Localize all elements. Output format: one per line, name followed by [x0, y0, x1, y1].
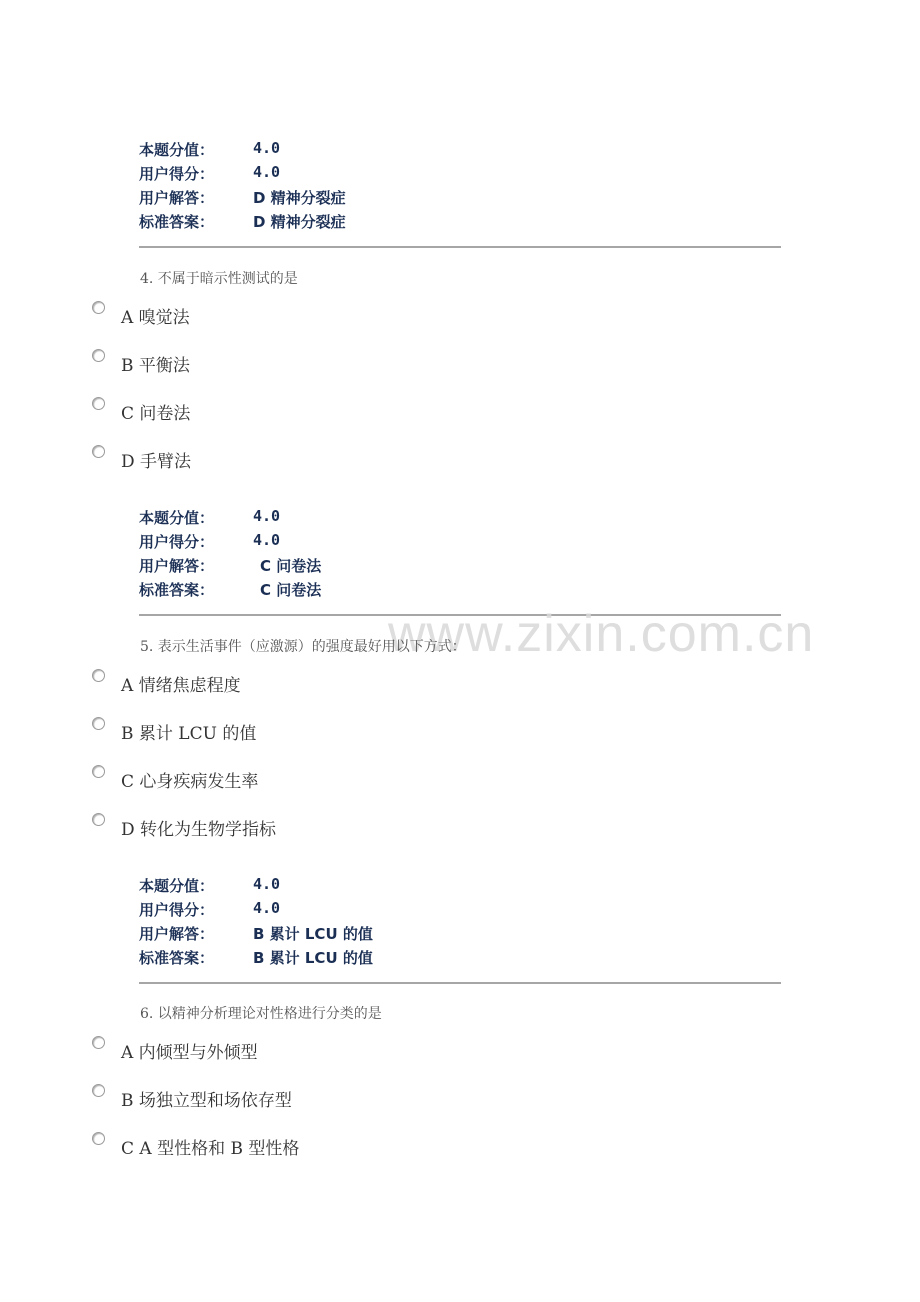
- option-q5-d[interactable]: D 转化为生物学指标: [121, 820, 277, 840]
- standard-answer-label: 标准答案：: [139, 213, 215, 231]
- standard-answer-label: 标准答案：: [139, 949, 215, 967]
- score-value: 4.0: [253, 507, 281, 525]
- radio-q6-b[interactable]: [92, 1084, 105, 1097]
- option-q5-a[interactable]: A 情绪焦虑程度: [121, 676, 241, 696]
- radio-q5-a[interactable]: [92, 669, 105, 682]
- radio-q4-b[interactable]: [92, 349, 105, 362]
- standard-answer-value: B 累计 LCU 的值: [253, 949, 373, 967]
- option-q6-a[interactable]: A 内倾型与外倾型: [121, 1043, 258, 1063]
- user-score-label: 用户得分：: [139, 901, 215, 919]
- standard-answer-value: D 精神分裂症: [253, 213, 346, 231]
- divider: [139, 982, 781, 984]
- standard-answer-label: 标准答案：: [139, 581, 215, 599]
- question-6-text: 6. 以精神分析理论对性格进行分类的是: [140, 1006, 382, 1022]
- score-value: 4.0: [253, 875, 281, 893]
- option-q4-d[interactable]: D 手臂法: [121, 452, 192, 472]
- option-q5-c[interactable]: C 心身疾病发生率: [121, 772, 259, 792]
- user-answer-value: B 累计 LCU 的值: [253, 925, 373, 943]
- radio-q4-c[interactable]: [92, 397, 105, 410]
- option-q4-a[interactable]: A 嗅觉法: [121, 308, 190, 328]
- user-answer-label: 用户解答：: [139, 557, 215, 575]
- score-label: 本题分值：: [139, 141, 215, 159]
- radio-q5-d[interactable]: [92, 813, 105, 826]
- question-5-text: 5. 表示生活事件（应激源）的强度最好用以下方式：: [140, 639, 466, 655]
- user-score-value: 4.0: [253, 163, 281, 181]
- watermark: www.zixin.com.cn: [388, 605, 815, 663]
- option-q4-b[interactable]: B 平衡法: [121, 356, 190, 376]
- radio-q5-b[interactable]: [92, 717, 105, 730]
- user-answer-label: 用户解答：: [139, 189, 215, 207]
- divider: [139, 246, 781, 248]
- user-answer-value: C 问卷法: [260, 557, 322, 575]
- user-score-value: 4.0: [253, 899, 281, 917]
- option-q6-b[interactable]: B 场独立型和场依存型: [121, 1091, 292, 1111]
- user-answer-value: D 精神分裂症: [253, 189, 346, 207]
- question-4-text: 4. 不属于暗示性测试的是: [140, 271, 298, 287]
- user-score-label: 用户得分：: [139, 165, 215, 183]
- user-score-label: 用户得分：: [139, 533, 215, 551]
- radio-q6-a[interactable]: [92, 1036, 105, 1049]
- option-q5-b[interactable]: B 累计 LCU 的值: [121, 724, 257, 744]
- score-value: 4.0: [253, 139, 281, 157]
- user-score-value: 4.0: [253, 531, 281, 549]
- standard-answer-value: C 问卷法: [260, 581, 322, 599]
- option-q6-c[interactable]: C A 型性格和 B 型性格: [121, 1139, 300, 1159]
- radio-q6-c[interactable]: [92, 1132, 105, 1145]
- radio-q4-d[interactable]: [92, 445, 105, 458]
- option-q4-c[interactable]: C 问卷法: [121, 404, 191, 424]
- score-label: 本题分值：: [139, 509, 215, 527]
- radio-q5-c[interactable]: [92, 765, 105, 778]
- score-label: 本题分值：: [139, 877, 215, 895]
- user-answer-label: 用户解答：: [139, 925, 215, 943]
- radio-q4-a[interactable]: [92, 301, 105, 314]
